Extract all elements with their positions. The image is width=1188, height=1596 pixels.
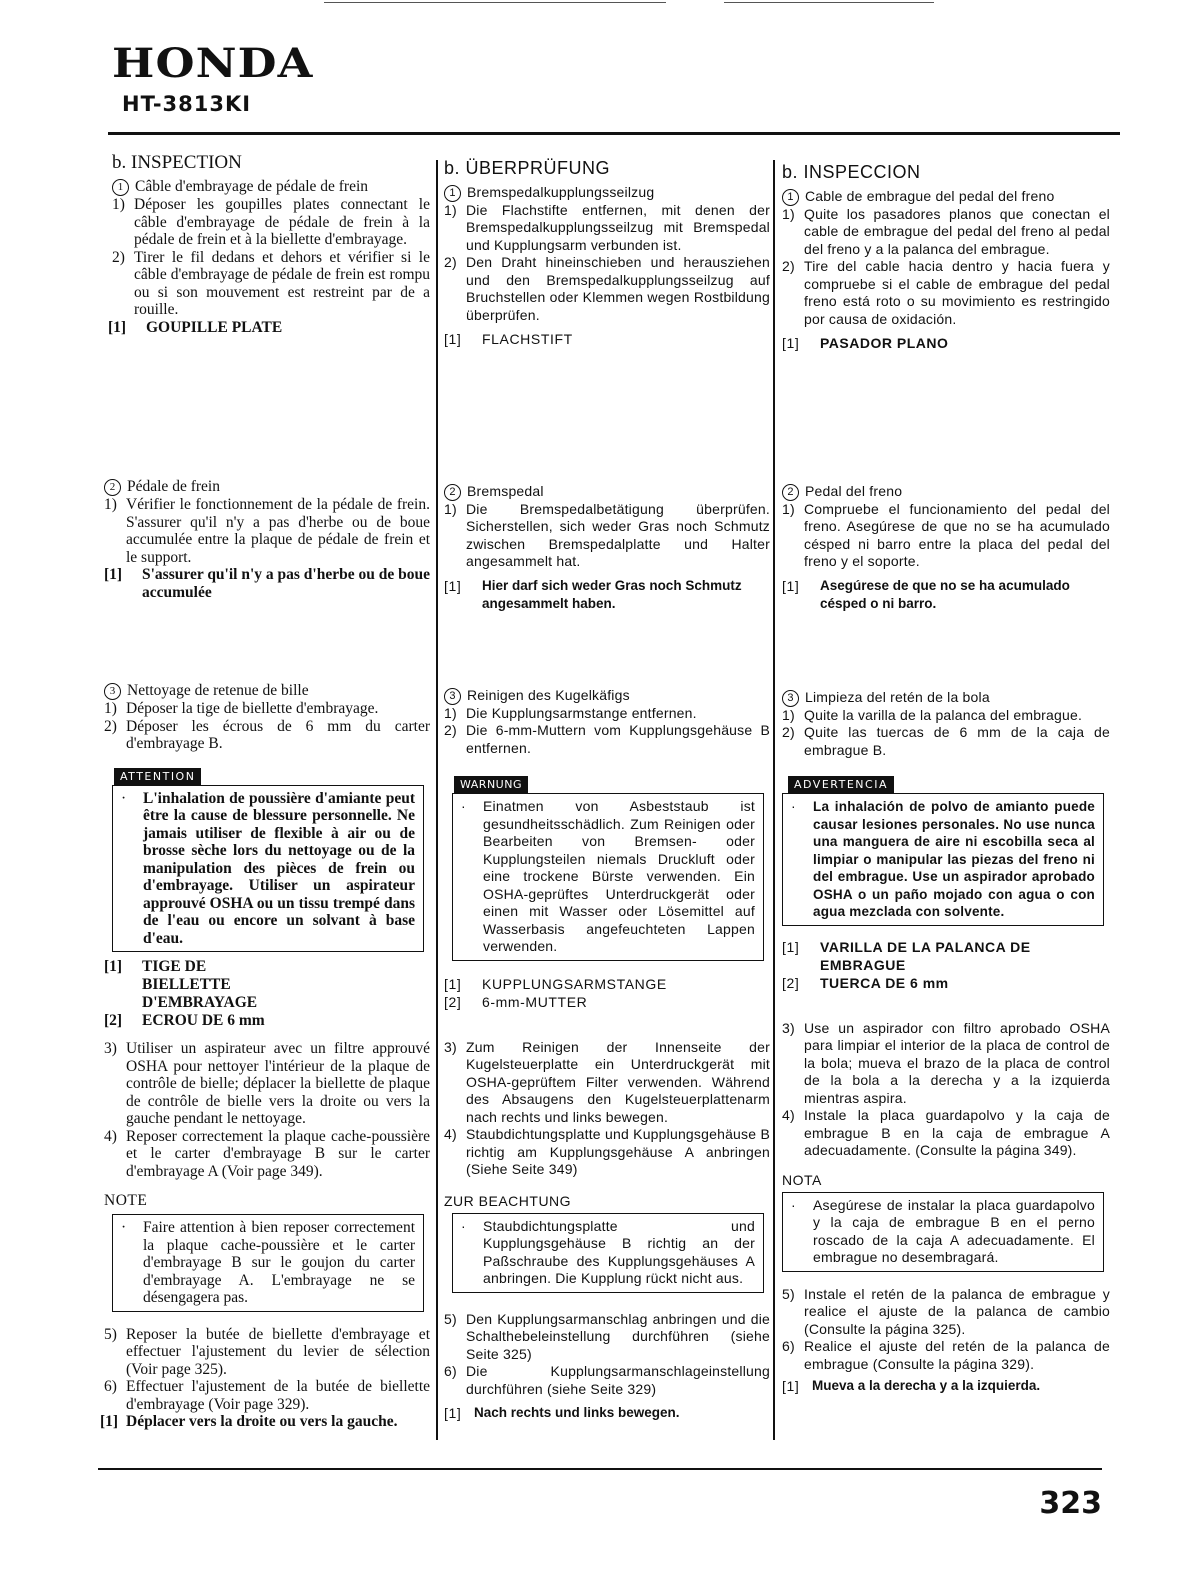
fr-note-box: · Faire attention à bien reposer correctement la plaque cache-poussière et le carter d'embrayage B sur le goujon du carter d'embrayage A. L'embrayage ne se désengagera pas.: [112, 1214, 424, 1312]
de-s3-label: [2] 6-mm-MUTTER: [444, 993, 588, 1010]
es-s1-step: 1) Quite los pasadores planos que conectan el cable de embrague del pedal del freno al pedal del freno y a la palanca del embrague.: [782, 205, 1110, 257]
circled-number: 2: [104, 479, 121, 496]
de-s1-label: [1] FLACHSTIFT: [444, 331, 573, 348]
es-s1-heading: Cable de embrague del pedal del freno: [805, 188, 1055, 204]
de-section-2: [444, 482, 770, 613]
es-note-label: NOTA: [782, 1171, 822, 1188]
circled-number: 2: [782, 484, 799, 501]
fr-s3-label: [1] TIGE DE BIELLETTE D'EMBRAYAGE: [104, 958, 258, 1011]
es-s2-label: [1] Asegúrese de que no se ha acumulado césped o ni barro.: [782, 577, 1070, 611]
de-s2-label: [1] Hier darf sich weder Gras noch Schmutz angesammelt haben.: [444, 577, 742, 611]
fr-warning-box: · L'inhalation de poussière d'amiante peut être la cause de blessure personnelle. Ne jamais utiliser de flexible à air ou de brosse sèche lors du nettoyage ou de la manipulation des pièces de frein ou d'embrayage. Utiliser un aspirateur approuvé OSHA ou un tissu trempé dans de l'eau ou encore un solvant à base d'eau.: [112, 785, 424, 953]
es-s3-step: 4) Instale la placa guardapolvo y la caja de embrague B en la caja de embrague A adecuadamente. (Consulte la página 349).: [782, 1107, 1110, 1159]
de-warning-box: · Einatmen von Asbeststaub ist gesundheitsschädlich. Zum Reinigen oder Bearbeiten von Bremsen- oder Kupplungsteilen niemals Druckluft oder eine trockene Bürste verwenden. Ein OSHA-geprüftes Unterdruckgerät oder einen mit Wasser oder Lösemittel auf Wasserbasis angefeuchteten Lappen verwenden.: [452, 793, 764, 961]
es-s3-label: [2] TUERCA DE 6 mm: [782, 974, 949, 991]
fr-s3-step: 6) Effectuer l'ajustement de la butée de biellette d'embrayage (Voir page 329).: [104, 1378, 430, 1413]
de-s2-step: 1) Die Bremspedalbetätigung überprüfen. Sicherstellen, sich weder Gras noch Schmutz zwischen Bremspedalplatte und Halter angesammelt hat.: [444, 500, 770, 570]
de-s3-heading: Reinigen des Kugelkäfigs: [467, 687, 630, 703]
de-s3-step: 3) Zum Reinigen der Innenseite der Kugelsteuerplatte ein Unterdruckgerät mit OSHA-geprüftem Filter verwenden. Während des Absaugens den Kugelsteuerplattenarm nach rechts und links bewegen.: [444, 1038, 770, 1125]
es-s3-step: 3) Use un aspirador con filtro aprobado OSHA para limpiar el interior de la placa de control de la bola; mueva el brazo de la placa de control de la bola a la derecha y a la izquierda mientras aspira.: [782, 1019, 1110, 1106]
es-final-label: [1] Mueva a la derecha y a la izquierda.: [782, 1378, 1041, 1395]
es-s3-step: 1) Quite la varilla de la palanca del embrague.: [782, 706, 1083, 723]
es-s3-step: 5) Instale el retén de la palanca de embrague y realice el ajuste de la palanca de cambio (Consulte la página 325).: [782, 1285, 1110, 1337]
top-rule-right: [724, 2, 934, 3]
de-note-label: ZUR BEACHTUNG: [444, 1192, 572, 1209]
fr-title: b. INSPECTION: [112, 152, 242, 173]
de-title: b. ÜBERPRÜFUNG: [444, 158, 611, 178]
fr-s3-step: 2) Déposer les écrous de 6 mm du carter d'embrayage B.: [104, 717, 430, 752]
column-divider-1: [436, 160, 438, 1440]
fr-s2-label: [1] S'assurer qu'il n'y a pas d'herbe ou de boue accumulée: [104, 566, 430, 601]
warning-badge: ATTENTION: [114, 768, 201, 785]
fr-s2-step: 1) Vérifier le fonctionnement de la pédale de frein. S'assurer qu'il n'y a pas d'herbe ou de boue accumulée entre la plaque de pédale de frein et le support.: [104, 496, 430, 566]
es-title: b. INSPECCION: [782, 162, 921, 182]
brand-logo: HONDA: [112, 40, 314, 87]
column-divider-2: [773, 160, 775, 1440]
es-s1-label: [1] PASADOR PLANO: [782, 335, 949, 352]
footer-rule: [98, 1468, 1102, 1470]
de-s2-heading: Bremspedal: [467, 483, 544, 499]
circled-number: 2: [444, 484, 461, 501]
fr-section-3: [98, 682, 430, 1431]
warning-badge: WARNUNG: [454, 776, 528, 793]
de-section-3: [444, 686, 770, 1422]
warning-badge: ADVERTENCIA: [788, 776, 894, 793]
es-warning-box: · La inhalación de polvo de amianto puede causar lesiones personales. No use nunca una manguera de aire ni escobilla seca al limpiar o manipular las piezas del freno ni del embrague. Use un aspirador aprobado OSHA o un paño mojado con agua o con agua mezclada con solvente.: [782, 793, 1104, 926]
es-s3-step: 6) Realice el ajuste del retén de la palanca de embrague (Consulte la página 329).: [782, 1338, 1110, 1372]
es-s2-step: 1) Compruebe el funcionamiento del pedal del freno. Asegúrese de que no se ha acumulado césped ni barro entre la placa del pedal del freno y el soporte.: [782, 500, 1110, 570]
de-s3-step: 4) Staubdichtungsplatte und Kupplungsgehäuse B richtig am Kupplungsgehäuse A anbringen (Siehe Seite 349): [444, 1126, 770, 1178]
fr-s3-step: 1) Déposer la tige de biellette d'embrayage.: [104, 700, 379, 717]
es-section-2: [782, 482, 1110, 613]
fr-s1-step: 1) Déposer les goupilles plates connectant le câble d'embrayage de pédale de frein à la pédale de frein et à la biellette d'embrayage.: [112, 196, 430, 248]
fr-final-label: [1] Déplacer vers la droite ou vers la gauche.: [100, 1413, 398, 1430]
es-section-1: [782, 162, 1110, 352]
fr-section-2: [98, 478, 430, 602]
page-number: 323: [1039, 1486, 1102, 1521]
de-section-1: [444, 158, 770, 348]
model-name: HT-3813KI: [122, 92, 252, 116]
header-rule: [108, 132, 1120, 135]
circled-number: 1: [112, 179, 129, 196]
es-s3-step: 2) Quite las tuercas de 6 mm de la caja de embrague B.: [782, 724, 1110, 758]
circled-number: 3: [444, 688, 461, 705]
fr-s1-label: [1] GOUPILLE PLATE: [108, 318, 283, 336]
de-note-box: · Staubdichtungsplatte und Kupplungsgehäuse B richtig an der Paßschraube des Kupplungsgehäuses A anbringen. Die Kupplung rückt nicht aus.: [452, 1213, 764, 1293]
es-s3-label: [1] VARILLA DE LA PALANCA DE EMBRAGUE: [782, 938, 1031, 973]
de-s1-step: 1) Die Flachstifte entfernen, mit denen der Bremspedalkupplungsseilzug mit Bremspedal und Kupplungsarm verbunden ist.: [444, 201, 770, 253]
fr-s3-label: [2] ECROU DE 6 mm: [104, 1012, 265, 1029]
de-s3-step: 1) Die Kupplungsarmstange entfernen.: [444, 704, 697, 721]
fr-s1-step: 2) Tirer le fil dedans et dehors et vérifier si le câble d'embrayage de pédale de frein est rompu ou si son mouvement est restreint par de a rouille.: [112, 248, 430, 318]
de-s3-step: 2) Die 6-mm-Muttern vom Kupplungsgehäuse B entfernen.: [444, 722, 770, 756]
de-s1-heading: Bremspedalkupplungsseilzug: [467, 184, 655, 200]
es-note-box: · Asegúrese de instalar la placa guardapolvo y la caja de embrague B en el perno roscado de la caja A adecuadamente. El embrague no desembragará.: [782, 1192, 1104, 1272]
es-s1-step: 2) Tire del cable hacia dentro y hacia fuera y compruebe si el cable de embrague del pedal freno está roto o su movimiento es restringido por causa de oxidación.: [782, 258, 1110, 327]
fr-note-label: NOTE: [104, 1192, 148, 1209]
de-final-label: [1] Nach rechts und links bewegen.: [444, 1405, 680, 1422]
fr-s1-heading: Câble d'embrayage de pédale de frein: [135, 178, 369, 195]
fr-s3-step: 4) Reposer correctement la plaque cache-poussière et le carter d'embrayage B sur le carter d'embrayage A (Voir page 349).: [104, 1127, 430, 1180]
circled-number: 3: [104, 683, 121, 700]
fr-s3-step: 5) Reposer la butée de biellette d'embrayage et effectuer l'ajustement du levier de sélection (Voir page 325).: [104, 1325, 430, 1378]
circled-number: 3: [782, 690, 799, 707]
fr-section-1: [98, 152, 430, 337]
de-s3-step: 5) Den Kupplungsarmanschlag anbringen und die Schalthebeleinstellung durchführen (siehe Seite 325): [444, 1310, 770, 1362]
es-s2-heading: Pedal del freno: [805, 483, 903, 499]
circled-number: 1: [782, 189, 799, 206]
es-s3-heading: Limpieza del retén de la bola: [805, 689, 990, 705]
top-rule-left: [324, 2, 666, 3]
de-s1-step: 2) Den Draht hineinschieben und herausziehen und den Bremspedalkupplungsseilzug auf Bruchstellen oder Klemmen wegen Rostbildung überprüfen.: [444, 254, 770, 323]
fr-s3-step: 3) Utiliser un aspirateur avec un filtre approuvé OSHA pour nettoyer l'intérieur de la plaque de contrôle de bielle; déplacer la biellette de plaque de contrôle de bielle vers la droite ou vers la gauche pendant le nettoyage.: [104, 1040, 430, 1127]
de-s3-step: 6) Die Kupplungsarmanschlageinstellung durchführen (siehe Seite 329): [444, 1363, 770, 1397]
header: [112, 40, 314, 116]
es-section-3: [782, 688, 1110, 1395]
de-s3-label: [1] KUPPLUNGSARMSTANGE: [444, 975, 667, 992]
fr-s2-heading: Pédale de frein: [127, 478, 220, 495]
circled-number: 1: [444, 185, 461, 202]
fr-s3-heading: Nettoyage de retenue de bille: [127, 682, 309, 699]
